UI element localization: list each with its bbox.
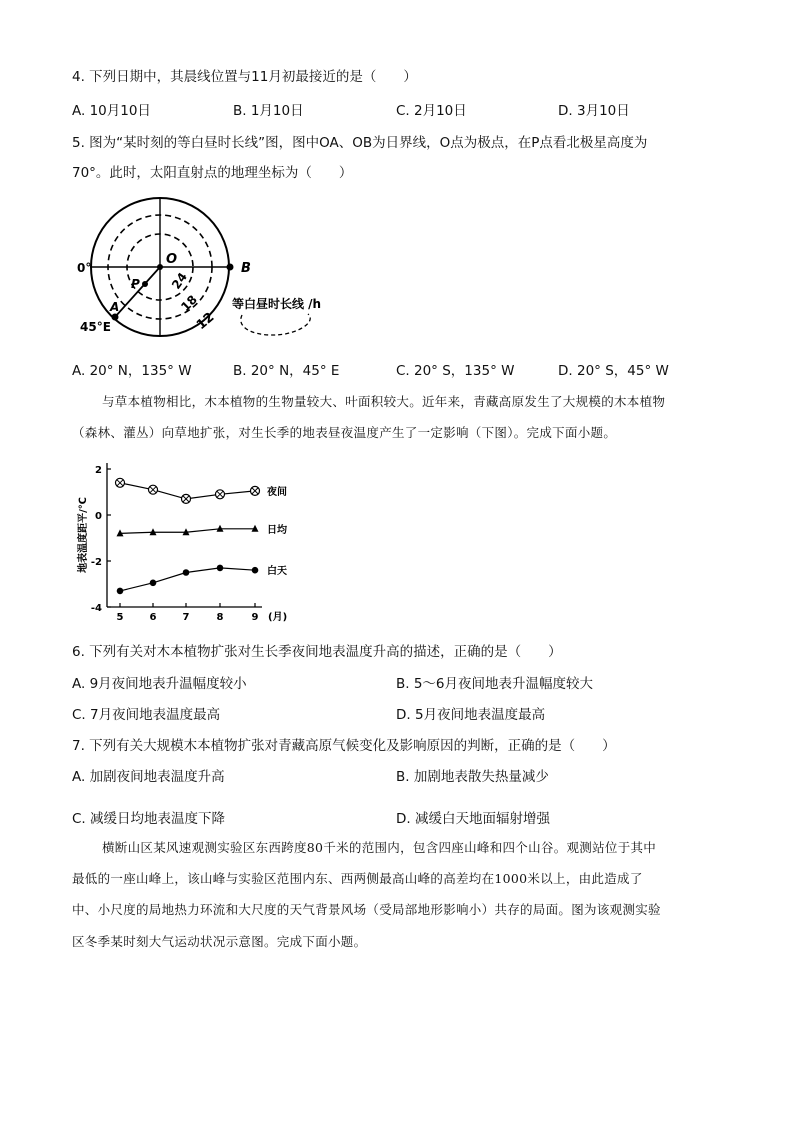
- q4-option-a: A. 10月10日: [72, 103, 151, 119]
- q4-option-d: D. 3月10日: [558, 103, 630, 119]
- x-tick-label: 5: [116, 612, 124, 623]
- label-18: 18: [178, 292, 200, 315]
- label-O: O: [166, 252, 178, 267]
- label-45E: 45°E: [80, 320, 111, 334]
- q4-option-c: C. 2月10日: [396, 103, 467, 119]
- data-point-daytime: [183, 569, 190, 576]
- q5-figure: [70, 190, 350, 340]
- q4-option-b: B. 1月10日: [233, 103, 304, 119]
- q5-stem-line1: 5. 图为“某时刻的等白昼时长线”图，图中OA、OB为日界线，O点为极点，在P点看北极星高度为: [72, 135, 648, 151]
- q6-option-a: A. 9月夜间地表升温幅度较小: [72, 676, 247, 692]
- q5-stem-line2: 70°。此时，太阳直射点的地理坐标为（ ）: [72, 165, 353, 181]
- data-point-night: [182, 494, 191, 503]
- q5-option-a: A. 20° N，135° W: [72, 363, 192, 379]
- data-point-daytime: [117, 588, 124, 595]
- q7-option-d: D. 减缓白天地面辐射增强: [396, 811, 550, 827]
- data-point-night: [149, 485, 158, 494]
- label-B: B: [241, 261, 251, 276]
- q6-stem: 6. 下列有关对木本植物扩张对生长季夜间地表温度升高的描述，正确的是（ ）: [72, 644, 562, 660]
- series-label-0: 夜间: [267, 486, 287, 498]
- passage1-line2: （森林、灌丛）向草地扩张，对生长季的地表昼夜温度产生了一定影响（下图）。完成下面小题。: [72, 425, 617, 440]
- label-24: 24: [168, 270, 191, 292]
- line-OA: [115, 267, 160, 317]
- data-point-daytime: [150, 580, 157, 587]
- legend-label: 等白昼时长线 /h: [232, 297, 322, 311]
- data-point-night: [116, 478, 125, 487]
- q4-stem: 4. 下列日期中，其晨线位置与11月初最接近的是（ ）: [72, 69, 417, 85]
- q5-option-c: C. 20° S，135° W: [396, 363, 515, 379]
- q6-option-c: C. 7月夜间地表温度最高: [72, 707, 221, 723]
- y-tick-label: 0: [95, 511, 102, 522]
- q7-option-a: A. 加剧夜间地表温度升高: [72, 769, 225, 785]
- x-axis-unit-label: (月): [268, 612, 288, 623]
- point-P: [142, 281, 148, 287]
- data-point-daytime: [252, 567, 259, 574]
- q6-option-d: D. 5月夜间地表温度最高: [396, 707, 546, 723]
- data-point-night: [251, 486, 260, 495]
- point-A: [112, 314, 119, 321]
- series-label-2: 白天: [267, 566, 287, 578]
- point-B: [227, 264, 234, 271]
- x-tick-label: 9: [251, 612, 259, 623]
- label-12: 12: [193, 309, 218, 334]
- q7-option-b: B. 加剧地表散失热量减少: [396, 769, 549, 785]
- x-tick-label: 7: [182, 612, 190, 623]
- x-tick-label: 8: [216, 612, 224, 623]
- data-point-night: [216, 490, 225, 499]
- label-A: A: [110, 300, 120, 314]
- y-tick-label: -4: [90, 603, 102, 614]
- passage2-line4: 区冬季某时刻大气运动状况示意图。完成下面小题。: [72, 934, 367, 949]
- q5-option-d: D. 20° S，45° W: [558, 363, 669, 379]
- q7-stem: 7. 下列有关大规模木本植物扩张对青藏高原气候变化及影响原因的判断，正确的是（ ）: [72, 738, 616, 754]
- q6-option-b: B. 5～6月夜间地表升温幅度较大: [396, 676, 594, 692]
- q5-option-b: B. 20° N，45° E: [233, 363, 340, 379]
- series-label-1: 日均: [267, 524, 287, 536]
- y-tick-label: 2: [95, 465, 102, 476]
- passage2-line1: 横断山区某风速观测实验区东西跨度80千米的范围内，包含四座山峰和四个山谷。观测站位于其中: [102, 840, 657, 855]
- label-0-degree: 0°: [77, 261, 92, 275]
- passage2-line2: 最低的一座山峰上，该山峰与实验区范围内东、西两侧最高山峰的高差均在1000米以上，由此造成了: [72, 871, 643, 886]
- label-P: P: [131, 277, 140, 291]
- q7-option-c: C. 减缓日均地表温度下降: [72, 811, 226, 827]
- y-axis-label: 地表温度距平/℃: [78, 497, 89, 573]
- passage1-line1: 与草本植物相比，木本植物的生物量较大、叶面积较大。近年来，青藏高原发生了大规模的木本植物: [102, 394, 666, 409]
- y-tick-label: -2: [90, 557, 102, 568]
- point-O: [157, 264, 163, 270]
- data-point-daytime: [217, 565, 224, 572]
- x-tick-label: 6: [149, 612, 157, 623]
- temperature-anomaly-chart: [72, 455, 332, 630]
- legend-dashed-curve: [241, 314, 310, 335]
- passage2-line3: 中、小尺度的局地热力环流和大尺度的天气背景风场（受局部地形影响小）共存的局面。图为该观测实验: [72, 902, 661, 917]
